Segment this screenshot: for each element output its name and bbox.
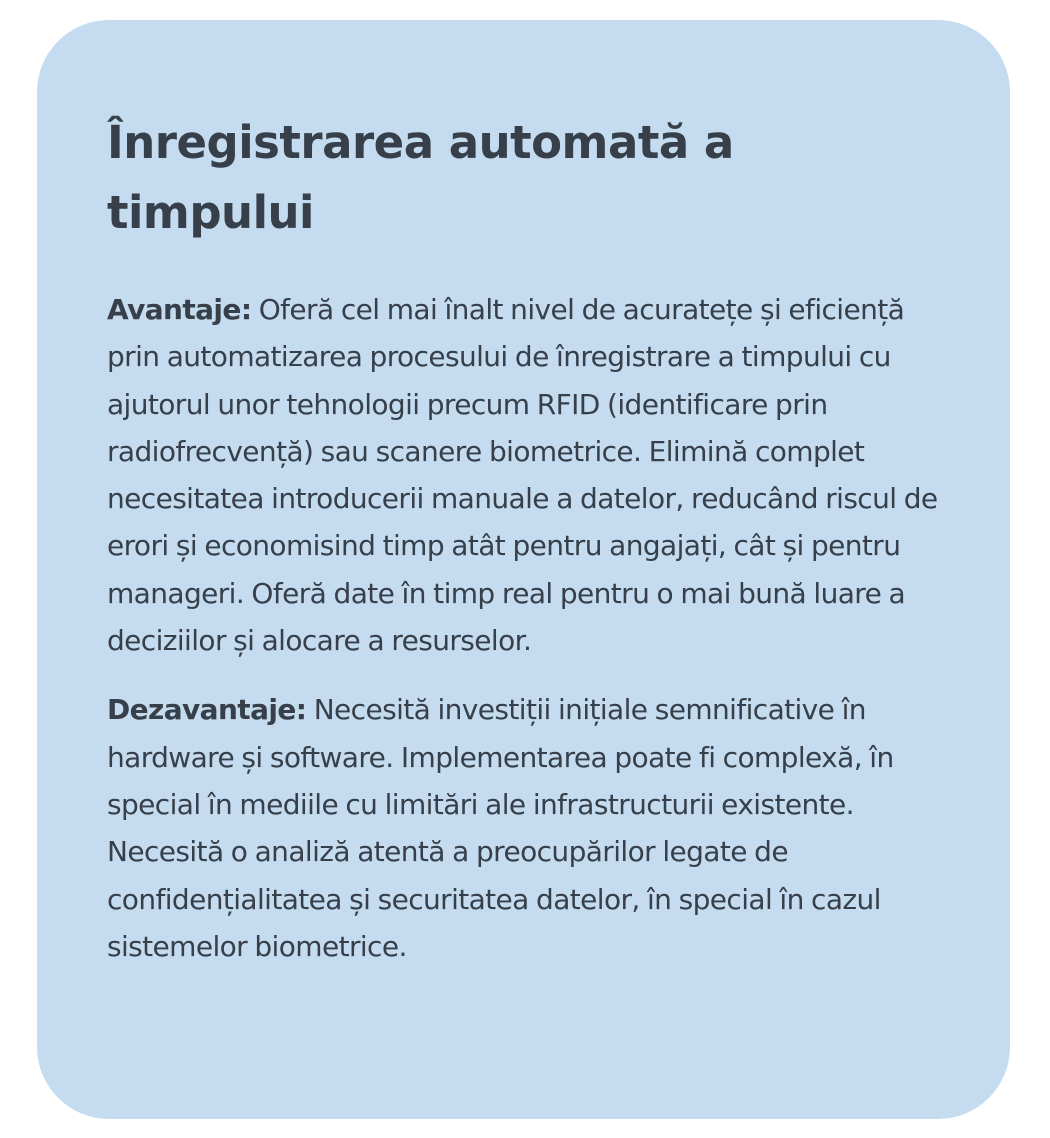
disadvantages-text: Necesită investiții inițiale semnificative în hardware și software. Implementarea poate fi complexă, în special în mediile cu limitări ale infrastructurii existente. Necesită o analiză atentă a preocupărilor legate de confidențialitatea și securitatea datelor, în special în cazul sistemelor biometrice. [107, 693, 894, 963]
advantages-label: Avantaje: [107, 293, 252, 326]
disadvantages-label: Dezavantaje: [107, 693, 307, 727]
advantages-paragraph [107, 286, 952, 664]
card-title: Înregistrarea automată a timpului [107, 116, 734, 239]
info-card [37, 20, 1010, 1119]
disadvantages-paragraph [107, 686, 952, 970]
advantages-text: Oferă cel mai înalt nivel de acuratețe și eficiență prin automatizarea procesului de înregistrare a timpului cu ajutorul unor tehnologii precum RFID (identificare prin radiofrecvență) sau scanere biometrice. Elimină complet necesitatea introducerii manuale a datelor, reducând riscul de erori și economisind timp atât pentru angajați, cât și pentru manageri. Oferă date în timp real pentru o mai bună luare a deciziilor și alocare a resurselor. [107, 293, 938, 658]
